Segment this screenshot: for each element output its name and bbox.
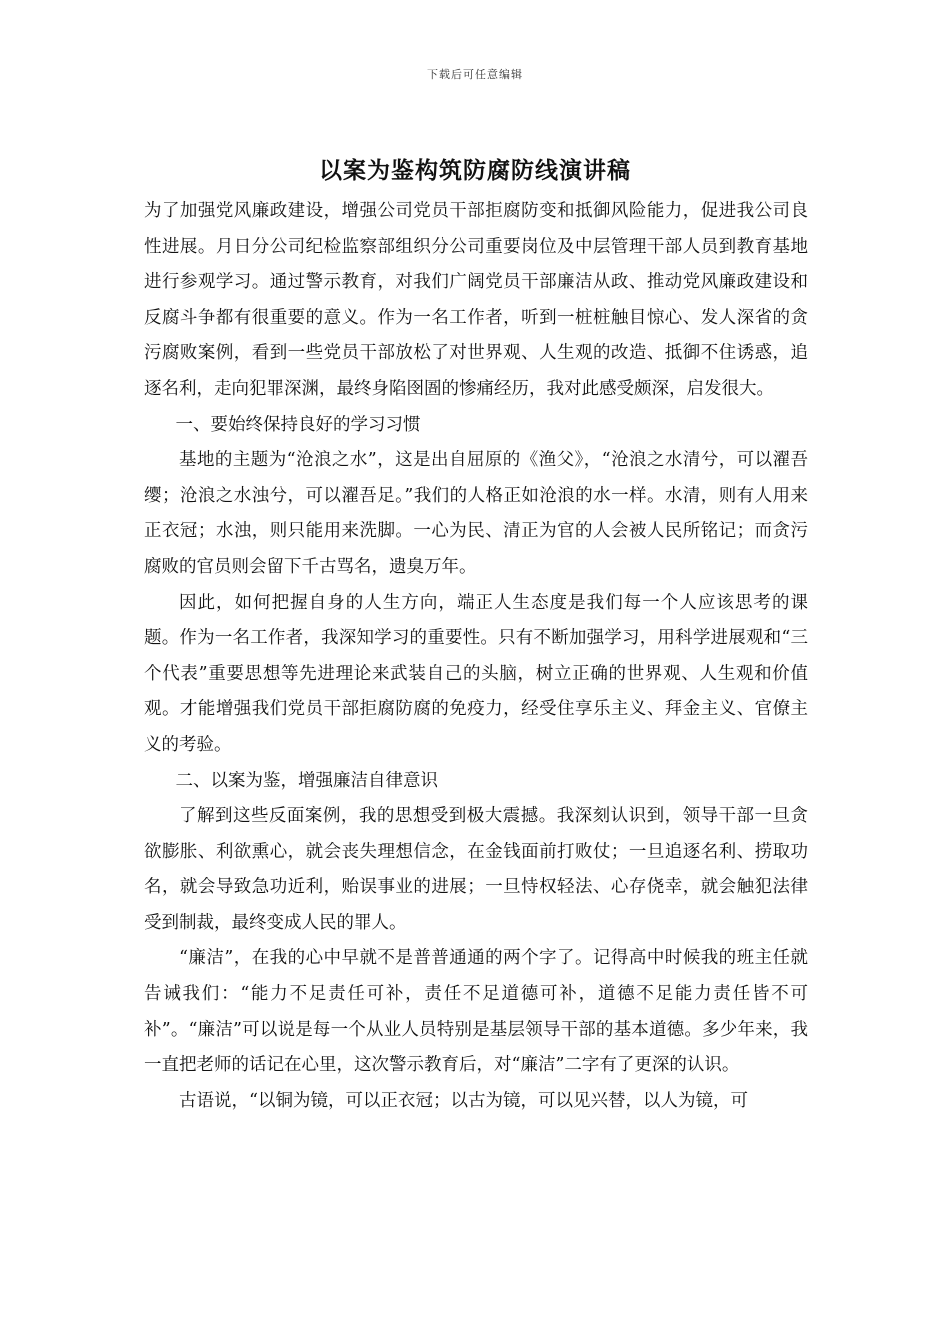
document-body — [144, 194, 808, 1119]
paragraph: 因此，如何把握自身的人生方向，端正人生态度是我们每一个人应该思考的课题。作为一名工作者，我深知学习的重要性。只有不断加强学习，用科学进展观和“三个代表”重要思想等先进理论来武装自己的头脑，树立正确的世界观、人生观和价值观。才能增强我们党员干部拒腐防腐的免疫力，经受住享乐主义、拜金主义、官僚主义的考验。 — [144, 592, 808, 755]
page-header-note: 下载后可任意编辑 — [427, 68, 523, 81]
paragraph-intro: 为了加强党风廉政建设，增强公司党员干部拒腐防变和抵御风险能力，促进我公司良性进展。月日分公司纪检监察部组织分公司重要岗位及中层管理干部人员到教育基地进行参观学习。通过警示教育，对我们广阔党员干部廉洁从政、推动党风廉政建设和反腐斗争都有很重要的意义。作为一名工作者，听到一桩桩触目惊心、发人深省的贪污腐败案例，看到一些党员干部放松了对世界观、人生观的改造、抵御不住诱惑，追逐名利，走向犯罪深渊，最终身陷囹圄的惨痛经历，我对此感受颇深，启发很大。 — [144, 201, 808, 399]
section-heading-2: 二、以案为鉴，增强廉洁自律意识 — [175, 770, 438, 791]
document-title: 以案为鉴构筑防腐防线演讲稿 — [319, 157, 631, 184]
paragraph: 了解到这些反面案例，我的思想受到极大震撼。我深刻认识到，领导干部一旦贪欲膨胀、利欲熏心，就会丧失理想信念，在金钱面前打败仗；一旦追逐名利、捞取功名，就会导致急功近利，贻误事业的进展；一旦恃权轻法、心存侥幸，就会触犯法律受到制裁，最终变成人民的罪人。 — [144, 806, 808, 933]
section-heading-1: 一、要始终保持良好的学习习惯 — [175, 414, 421, 435]
paragraph: 基地的主题为“沧浪之水”，这是出自屈原的《渔父》，“沧浪之水清兮，可以濯吾缨；沧浪之水浊兮，可以濯吾足。”我们的人格正如沧浪的水一样。水清，则有人用来正衣冠；水浊，则只能用来洗脚。一心为民、清正为官的人会被人民所铭记；而贪污腐败的官员则会留下千古骂名，遗臭万年。 — [144, 450, 808, 577]
paragraph: 古语说，“以铜为镜，可以正衣冠；以古为镜，可以见兴替，以人为镜，可 — [179, 1090, 748, 1111]
paragraph: “廉洁”，在我的心中早就不是普普通通的两个字了。记得高中时候我的班主任就告诫我们：“能力不足责任可补，责任不足道德可补，道德不足能力责任皆不可补”。“廉洁”可以说是每一个从业人员特别是基层领导干部的基本道德。多少年来，我一直把老师的话记在心里，这次警示教育后，对“廉洁”二字有了更深的认识。 — [144, 948, 808, 1076]
